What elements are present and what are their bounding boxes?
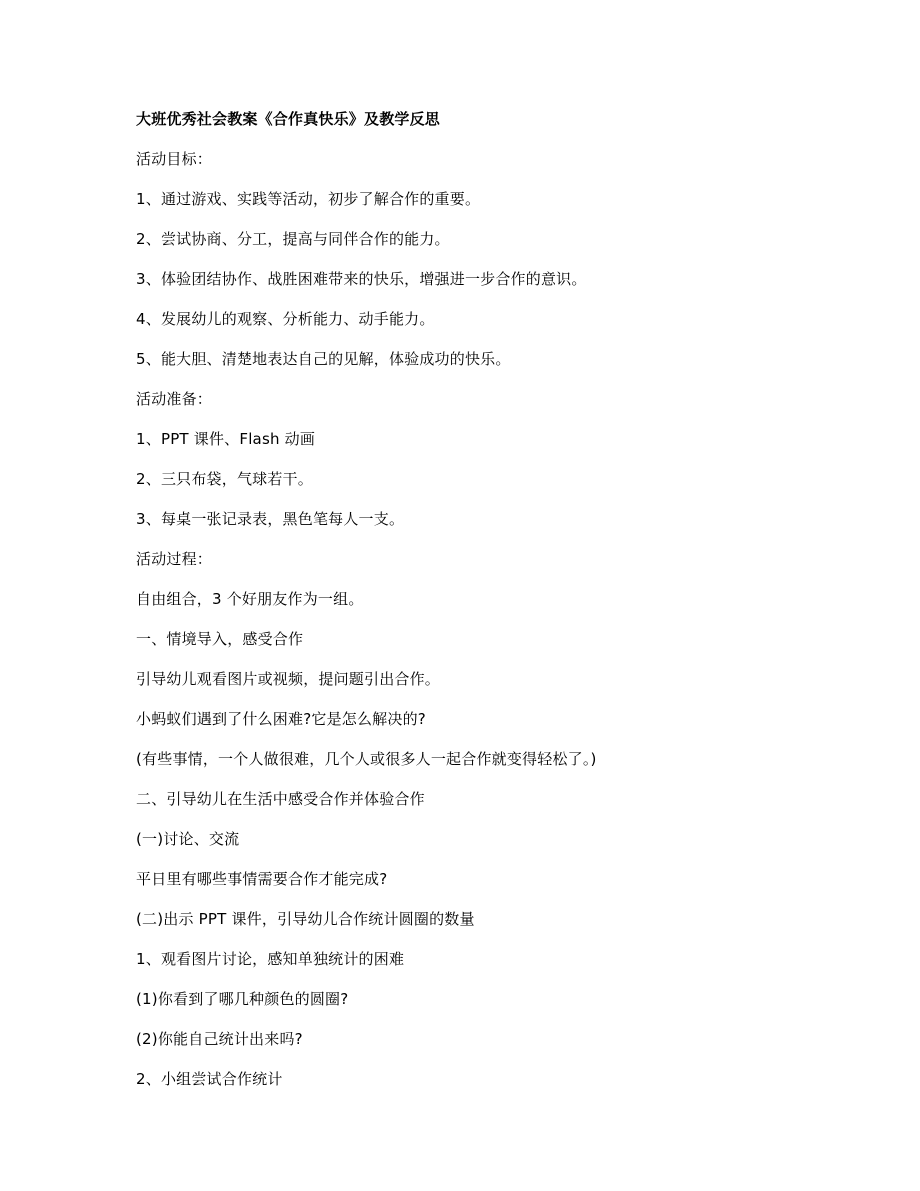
paragraph: 小蚂蚁们遇到了什么困难?它是怎么解决的? (136, 710, 426, 728)
step-heading: 一、情境导入，感受合作 (136, 630, 304, 648)
paragraph: (1)你看到了哪几种颜色的圆圈? (136, 990, 349, 1008)
goal-item: 4、发展幼儿的观察、分析能力、动手能力。 (136, 310, 435, 328)
goal-item: 5、能大胆、清楚地表达自己的见解，体验成功的快乐。 (136, 350, 511, 368)
preparation-item: 3、每桌一张记录表，黑色笔每人一支。 (136, 510, 405, 528)
goal-item: 2、尝试协商、分工，提高与同伴合作的能力。 (136, 230, 450, 248)
paragraph: (2)你能自己统计出来吗? (136, 1030, 303, 1048)
paragraph: (有些事情，一个人做很难，几个人或很多人一起合作就变得轻松了。) (136, 750, 597, 768)
paragraph: 平日里有哪些事情需要合作才能完成? (136, 870, 388, 888)
preparation-item: 1、PPT 课件、Flash 动画 (136, 430, 316, 448)
sub-heading: (一)讨论、交流 (136, 830, 240, 848)
sub-heading: (二)出示 PPT 课件，引导幼儿合作统计圆圈的数量 (136, 910, 475, 928)
preparation-item: 2、三只布袋，气球若干。 (136, 470, 313, 488)
document-title: 大班优秀社会教案《合作真快乐》及教学反思 (136, 110, 441, 128)
step-heading: 二、引导幼儿在生活中感受合作并体验合作 (136, 790, 425, 808)
goal-item: 1、通过游戏、实践等活动，初步了解合作的重要。 (136, 190, 481, 208)
section-heading-preparation: 活动准备： (136, 390, 213, 408)
paragraph: 引导幼儿观看图片或视频，提问题引出合作。 (136, 670, 441, 688)
paragraph: 2、小组尝试合作统计 (136, 1070, 283, 1088)
document-body (136, 108, 786, 1108)
paragraph: 1、观看图片讨论，感知单独统计的困难 (136, 950, 405, 968)
section-heading-process: 活动过程： (136, 550, 213, 568)
section-heading-goals: 活动目标： (136, 150, 213, 168)
paragraph: 自由组合，3 个好朋友作为一组。 (136, 590, 364, 608)
goal-item: 3、体验团结协作、战胜困难带来的快乐，增强进一步合作的意识。 (136, 270, 587, 288)
